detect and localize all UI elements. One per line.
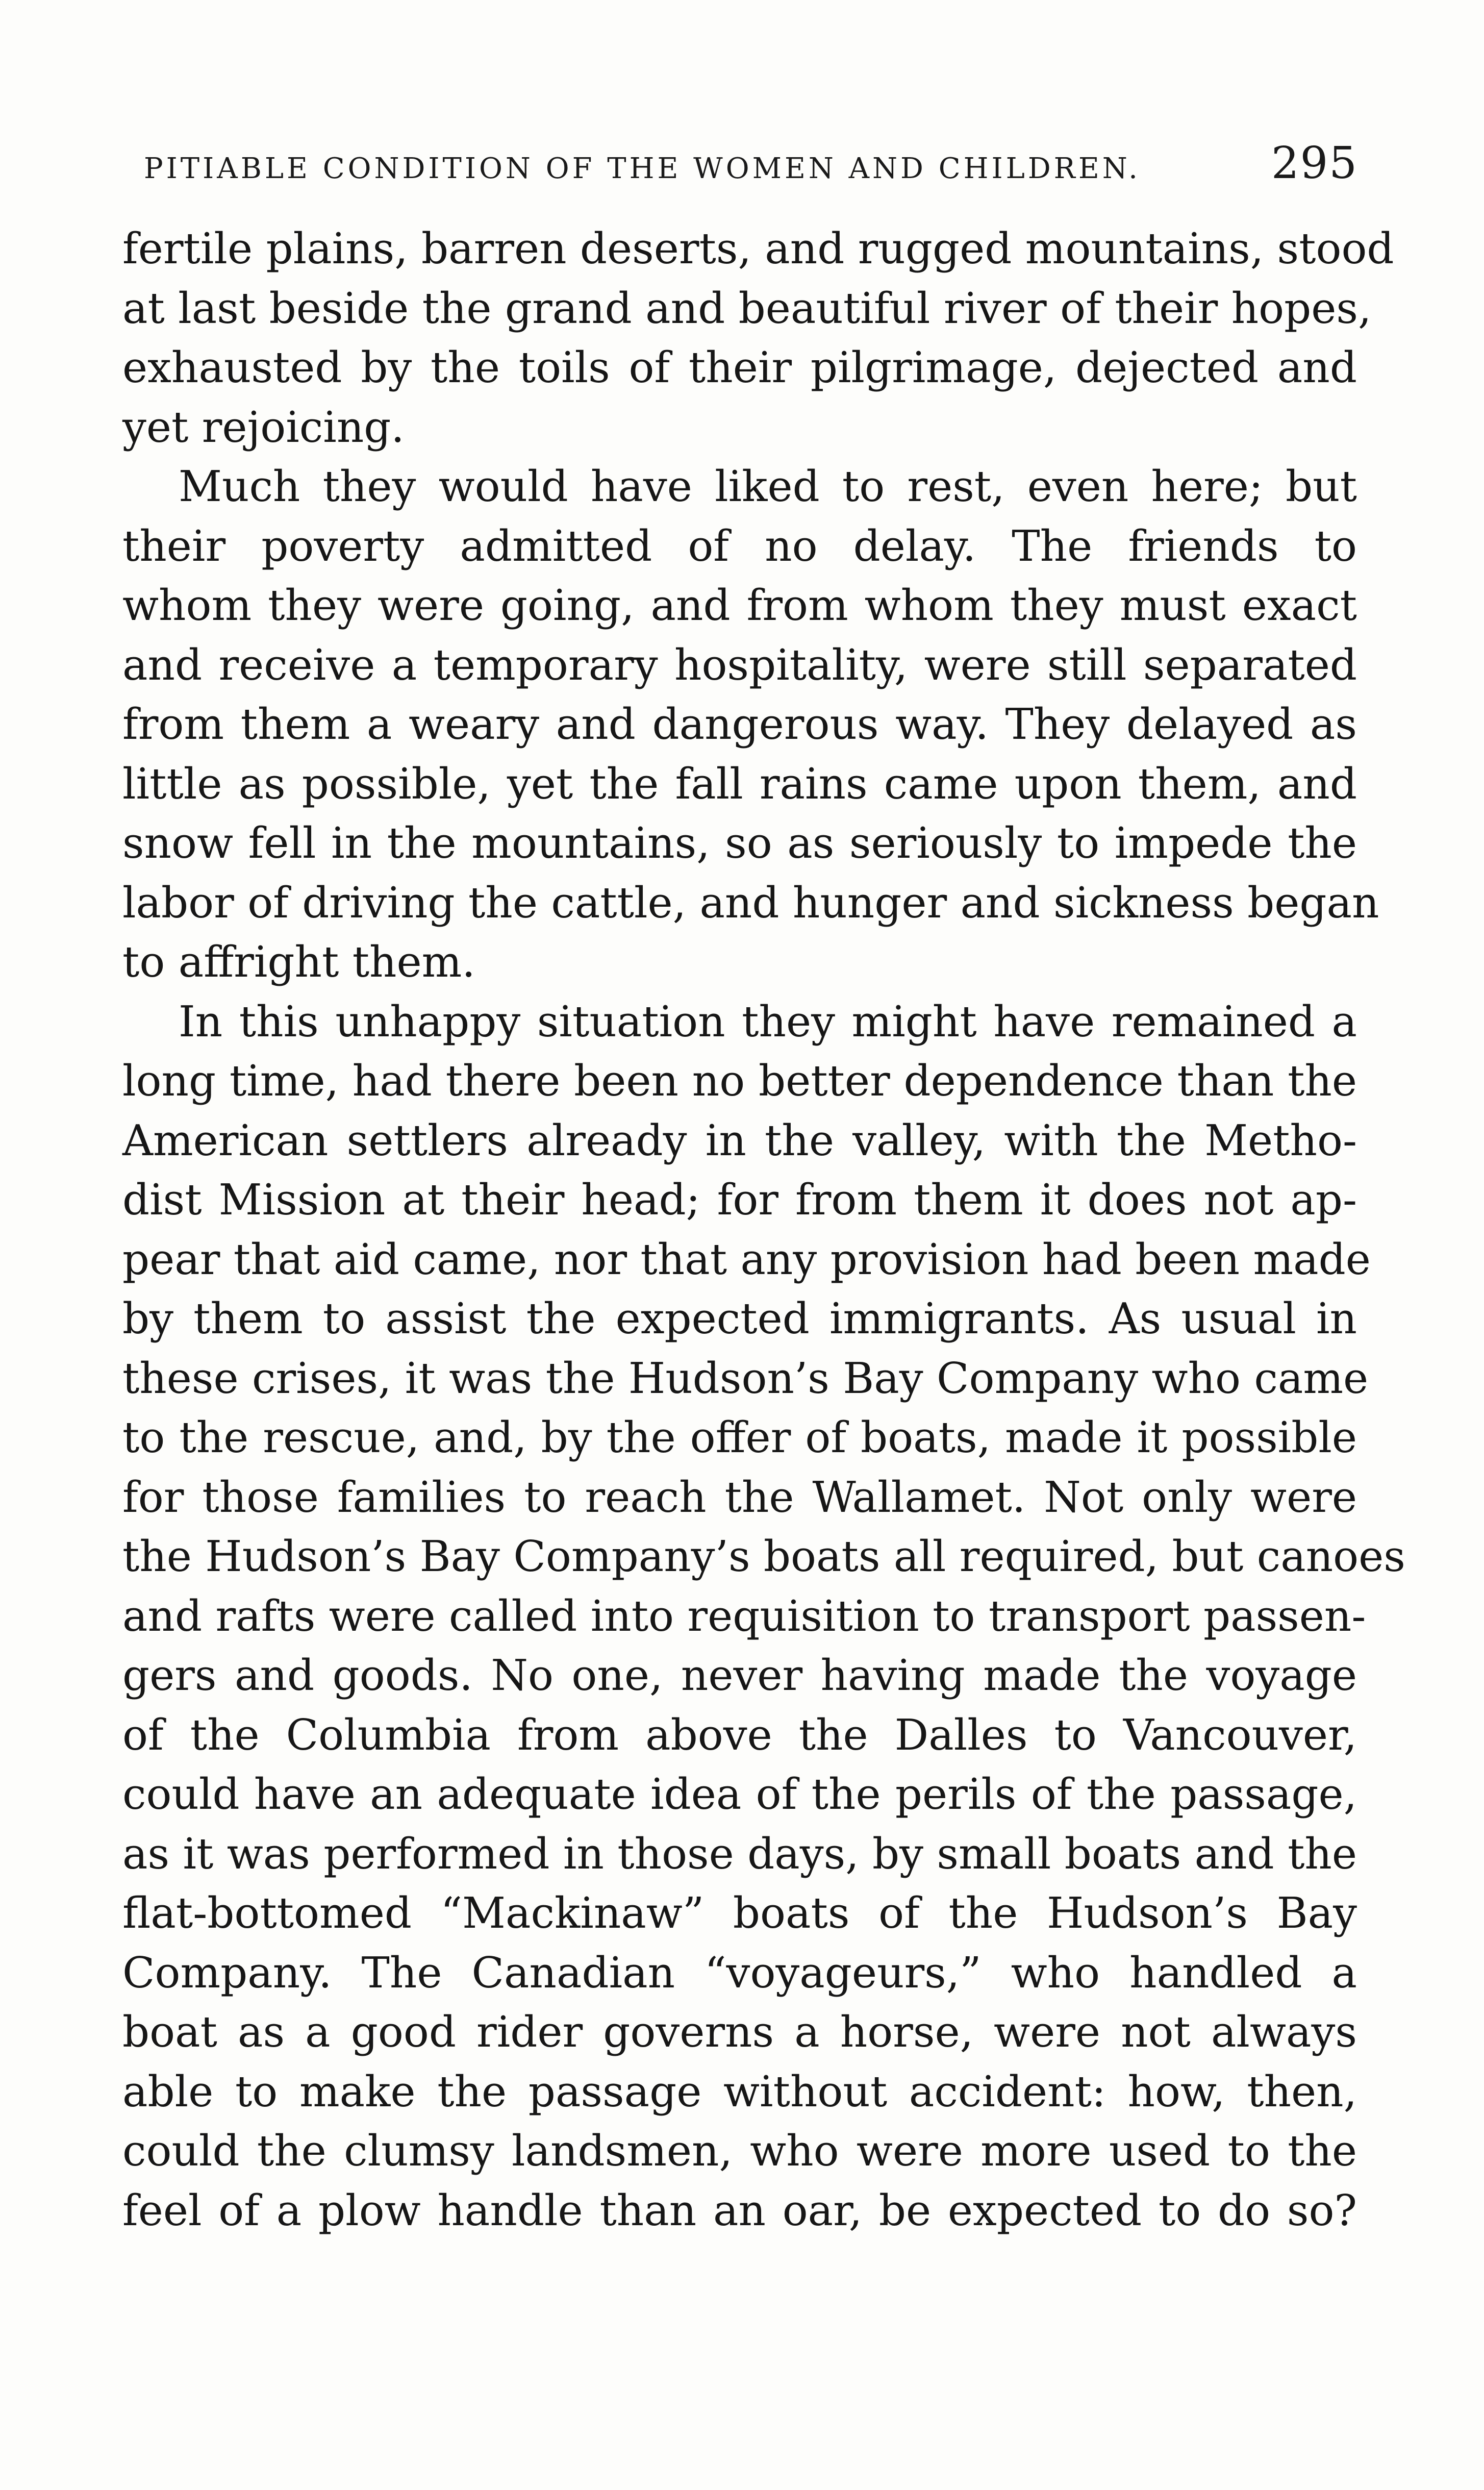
paragraph-3: [122, 992, 1405, 2241]
text-line: for those families to reach the Wallamet. Not only were: [122, 1472, 1357, 1522]
text-line: at last beside the grand and beautiful river of their hopes,: [122, 283, 1372, 333]
text-line: these crises, it was the Hudson’s Bay Company who came: [122, 1353, 1369, 1403]
text-line: of the Columbia from above the Dalles to Vancouver,: [122, 1710, 1357, 1760]
text-line: dist Mission at their head; for from them it does not ap-: [122, 1175, 1357, 1225]
text-line: long time, had there been no better dependence than the: [122, 1056, 1357, 1106]
text-line: the Hudson’s Bay Company’s boats all required, but canoes: [122, 1532, 1405, 1581]
text-line: feel of a plow handle than an oar, be expected to do so?: [122, 2185, 1357, 2235]
text-line: gers and goods. No one, never having made the voyage: [122, 1651, 1357, 1700]
text-line: by them to assist the expected immigrants. As usual in: [122, 1294, 1357, 1343]
text-line: flat-bottomed “Mackinaw” boats of the Hudson’s Bay: [122, 1888, 1357, 1938]
text-line: fertile plains, barren deserts, and rugged mountains, stood: [122, 224, 1394, 273]
text-line: able to make the passage without accident: how, then,: [122, 2066, 1357, 2116]
text-line: and receive a temporary hospitality, were still separated: [122, 640, 1357, 690]
text-line: whom they were going, and from whom they must exact: [122, 581, 1357, 630]
running-title: PITIABLE CONDITION OF THE WOMEN AND CHILDREN.: [144, 152, 1141, 185]
text-line: as it was performed in those days, by small boats and the: [122, 1829, 1357, 1879]
text-line: could the clumsy landsmen, who were more used to the: [122, 2126, 1357, 2176]
page-number: 295: [1271, 138, 1358, 189]
text-line: their poverty admitted of no delay. The friends to: [122, 521, 1357, 571]
text-line: little as possible, yet the fall rains came upon them, and: [122, 759, 1357, 809]
text-line: to affright them.: [122, 937, 475, 987]
text-line: Company. The Canadian “voyageurs,” who handled a: [122, 1948, 1357, 1998]
body-text: [122, 219, 1405, 2240]
text-line: American settlers already in the valley, with the Metho-: [122, 1115, 1357, 1165]
text-line: and rafts were called into requisition to transport passen-: [122, 1591, 1366, 1641]
text-line: from them a weary and dangerous way. They delayed as: [122, 700, 1357, 749]
text-line: to the rescue, and, by the offer of boats, made it possible: [122, 1413, 1357, 1462]
text-line: yet rejoicing.: [122, 402, 405, 452]
text-line: snow fell in the mountains, so as seriously to impede the: [122, 818, 1357, 868]
text-line: In this unhappy situation they might have remained a: [179, 997, 1357, 1047]
text-line: could have an adequate idea of the perils of the passage,: [122, 1770, 1357, 1819]
paragraph-2: [122, 457, 1379, 992]
paragraph-1: [122, 219, 1394, 457]
text-line: pear that aid came, nor that any provision had been made: [122, 1234, 1371, 1284]
text-line: boat as a good rider governs a horse, were not always: [122, 2007, 1357, 2057]
text-line: labor of driving the cattle, and hunger and sickness began: [122, 878, 1379, 928]
running-head: [144, 138, 1358, 194]
text-line: Much they would have liked to rest, even here; but: [179, 462, 1357, 511]
text-line: exhausted by the toils of their pilgrimage, dejected and: [122, 343, 1357, 392]
